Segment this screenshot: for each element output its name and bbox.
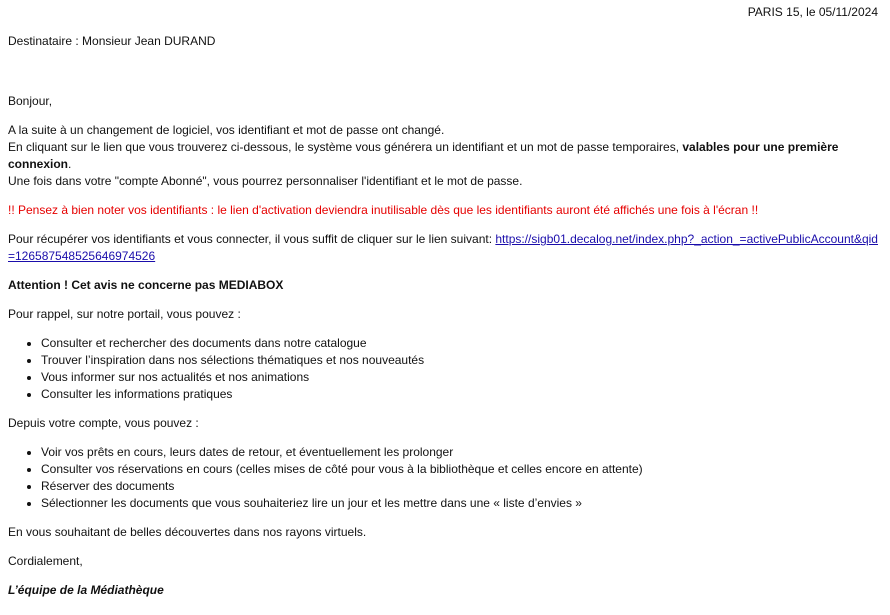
account-intro: Depuis votre compte, vous pouvez : (8, 416, 199, 430)
signature: L’équipe de la Médiathèque (8, 583, 164, 597)
link-intro-text: Pour récupérer vos identifiants et vous connecter, il vous suffit de cliquer sur le lien suivant: (8, 232, 496, 246)
spacer (8, 432, 882, 444)
greeting: Bonjour, (8, 94, 53, 108)
spacer (8, 265, 882, 277)
list-item: • Voir vos prêts en cours, leurs dates de retour, et éventuellement les prolonger (41, 444, 882, 461)
portal-list (8, 335, 882, 403)
spacer (8, 323, 882, 335)
spacer (8, 50, 882, 93)
spacer (8, 219, 882, 231)
list-item: • Consulter les informations pratiques (41, 386, 882, 403)
list-item: • Trouver l’inspiration dans nos sélections thématiques et nos nouveautés (41, 352, 882, 369)
intro-line-1: A la suite à un changement de logiciel, vos identifiant et mot de passe ont changé. (8, 123, 445, 137)
list-item: • Réserver des documents (41, 478, 882, 495)
spacer (8, 110, 882, 122)
activation-link[interactable]: https://sigb01.decalog.net/index.php?_action_=activePublicAccount&qid=126587548525646974526 (8, 232, 878, 263)
attention-notice (8, 277, 882, 294)
intro-line-3: Une fois dans votre "compte Abonné", vous pourrez personnaliser l'identifiant et le mot de passe. (8, 174, 523, 188)
list-item: • Consulter et rechercher des documents dans notre catalogue (41, 335, 882, 352)
closing-line: En vous souhaitant de belles découvertes dans nos rayons virtuels. (8, 525, 367, 539)
spacer (8, 294, 882, 306)
link-paragraph (8, 231, 882, 265)
account-list (8, 444, 882, 512)
recipient-line: Destinataire : Monsieur Jean DURAND (8, 34, 216, 48)
intro-line-2-bold: valables pour une première connexion (8, 140, 839, 171)
spacer (8, 570, 882, 582)
spacer (8, 541, 882, 553)
intro-line-2-end: . (68, 157, 72, 171)
warning-text: !! Pensez à bien noter vos identifiants : le lien d'activation deviendra inutilisable dès que les identifiants auront été affichés une fois à l'écran !! (8, 203, 759, 217)
portal-intro: Pour rappel, sur notre portail, vous pouvez : (8, 307, 241, 321)
intro-line-2-start: En cliquant sur le lien que vous trouverez ci-dessous, le système vous générera un identifiant et un mot de passe temporaires, (8, 140, 683, 154)
spacer (8, 190, 882, 202)
attention-text: Attention ! Cet avis ne concerne pas MEDIABOX (8, 278, 284, 292)
intro-paragraph (8, 122, 882, 190)
regards-line: Cordialement, (8, 554, 83, 568)
date-line: PARIS 15, le 05/11/2024 (747, 5, 878, 19)
letter-body (8, 33, 882, 599)
spacer (8, 512, 882, 524)
list-item: • Sélectionner les documents que vous souhaiteriez lire un jour et les mettre dans une « liste d’envies » (41, 495, 882, 512)
list-item: • Consulter vos réservations en cours (celles mises de côté pour vous à la bibliothèque et celles encore en attente) (41, 461, 882, 478)
spacer (8, 403, 882, 415)
intro-line-2 (8, 139, 882, 173)
list-item: • Vous informer sur nos actualités et nos animations (41, 369, 882, 386)
